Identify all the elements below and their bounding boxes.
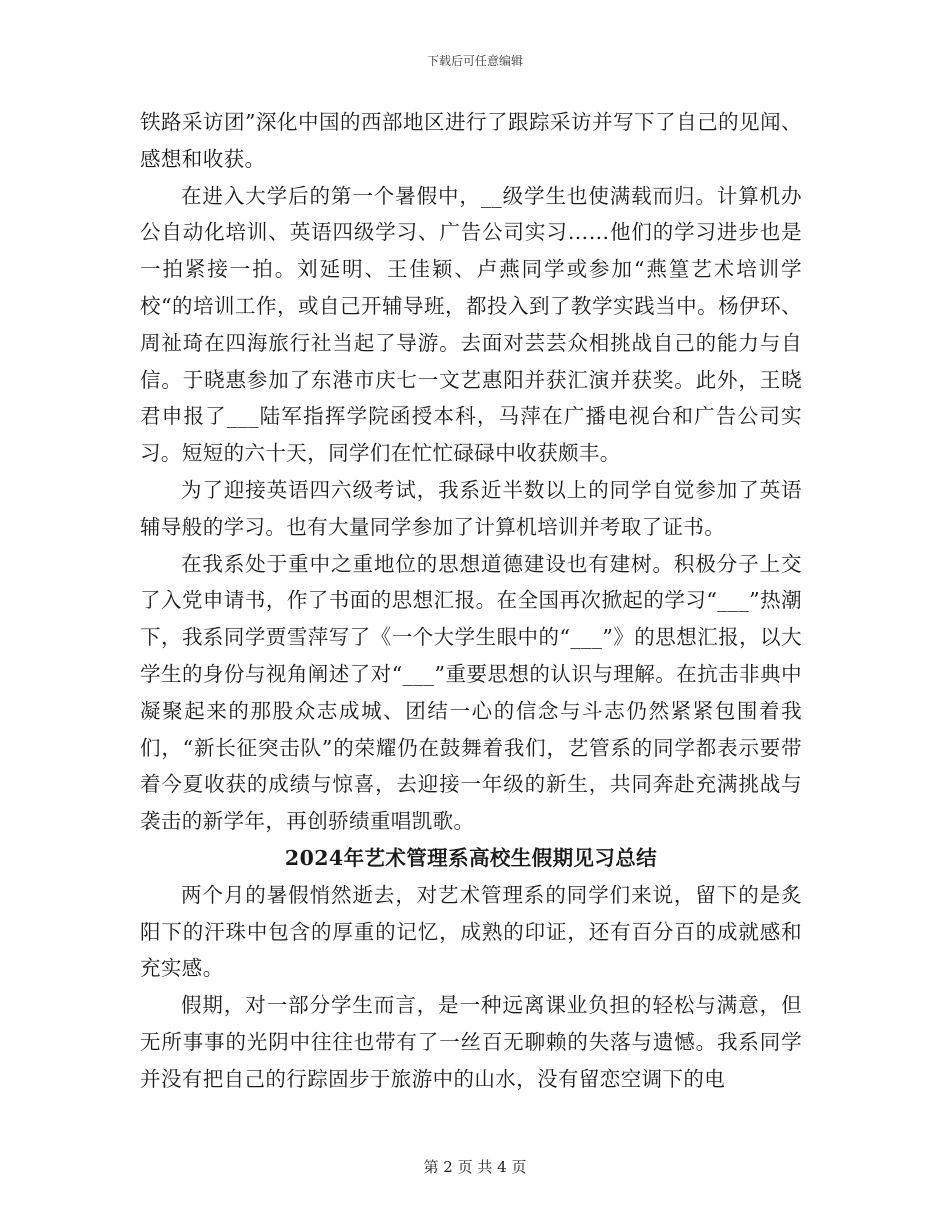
page-header: 下载后可任意编辑 — [426, 54, 523, 68]
paragraph-continuation: 铁路采访团”深化中国的西部地区进行了跟踪采访并写下了自己的见闻、感想和收获。 — [140, 110, 802, 171]
paragraph-section-holiday: 假期，对一部分学生而言，是一种远离课业负担的轻松与满意，但无所事事的光阴中往往也带有了一丝百无聊赖的失落与遗憾。我系同学并没有把自己的行踪固步于旅游中的山水，没有留恋空调下的电 — [140, 993, 802, 1091]
paragraph-summer-study: 在进入大学后的第一个暑假中，__级学生也使满载而归。计算机办公自动化培训、英语四级学习、广告公司实习……他们的学习进步也是一拍紧接一拍。刘延明、王佳颖、卢燕同学或参加“燕篁艺术培训学校“的培训工作，或自己开辅导班，都投入到了教学实践当中。杨伊环、周祉琦在四海旅行社当起了导游。去面对芸芸众相挑战自己的能力与自信。于晓惠参加了东港市庆七一文艺惠阳并获汇演并获奖。此外，王晓君申报了___陆军指挥学院函授本科，马萍在广播电视台和广告公司实习。短短的六十天，同学们在忙忙碌碌中收获颇丰。 — [140, 183, 802, 466]
paragraph-section-intro: 两个月的暑假悄然逝去，对艺术管理系的同学们来说，留下的是炙阳下的汗珠中包含的厚重的记忆，成熟的印证，还有百分百的成就感和充实感。 — [140, 882, 802, 981]
document-body — [140, 104, 802, 1098]
page-number: 第 2 页 共 4 页 — [423, 1158, 527, 1176]
paragraph-ideology: 在我系处于重中之重地位的思想道德建设也有建树。积极分子上交了入党申请书，作了书面的思想汇报。在全国再次掀起的学习“___”热潮下，我系同学贾雪萍写了《一个大学生眼中的“___”》的思想汇报，以大学生的身份与视角阐述了对“___”重要思想的认识与理解。在抗击非典中凝聚起来的那股众志成城、团结一心的信念与斗志仍然紧紧包围着我们，“新长征突击队”的荣耀仍在鼓舞着我们，艺管系的同学都表示要带着今夏收获的成绩与惊喜，去迎接一年级的新生，共同奔赴充满挑战与袭击的新学年，再创骄绩重唱凯歌。 — [140, 551, 802, 834]
section-title: 2024年艺术管理系高校生假期见习总结 — [284, 845, 658, 870]
paragraph-english-exam: 为了迎接英语四六级考试，我系近半数以上的同学自觉参加了英语辅导般的学习。也有大量同学参加了计算机培训并考取了证书。 — [140, 477, 802, 539]
